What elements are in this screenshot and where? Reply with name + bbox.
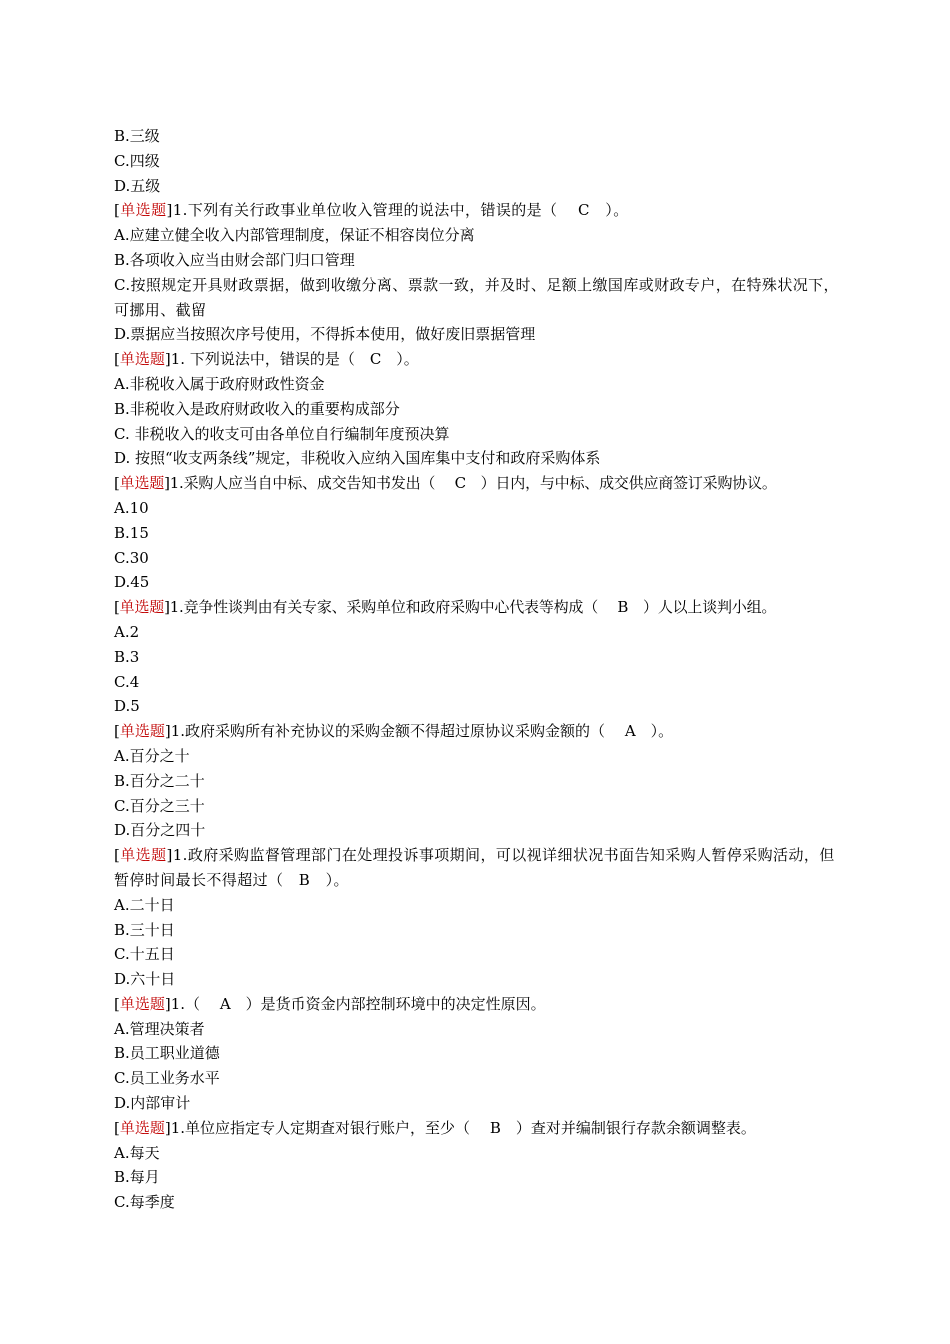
option-line: B.三级: [114, 127, 160, 145]
option-line: B.各项收入应当由财会部门归口管理: [114, 250, 355, 269]
option-line: D.45: [114, 573, 150, 592]
question-type-tag: 单选题: [119, 474, 165, 493]
question-line: [单选题]1.采购人应当自中标、成交告知书发出（ C ）日内，与中标、成交供应商签订采购协议。: [114, 474, 777, 493]
option-line: B.员工职业道德: [114, 1044, 220, 1063]
option-line: A.2: [114, 622, 140, 641]
option-line: C. 非税收入的收支可由各单位自行编制年度预决算: [114, 424, 450, 443]
option-line: C.按照规定开具财政票据，做到收缴分离、票款一致，并及时、足额上缴国库或财政专户，在特殊状况下，可挪用、截留: [114, 275, 839, 319]
question-line: [单选题]1.政府采购所有补充协议的采购金额不得超过原协议采购金额的（ A ）。: [114, 722, 674, 741]
option-line: D.票据应当按照次序号使用，不得拆本使用，做好废旧票据管理: [114, 325, 536, 344]
question-type-tag: 单选题: [120, 846, 167, 865]
question-type-tag: 单选题: [119, 598, 165, 617]
option-line: A.每天: [114, 1143, 160, 1162]
question-text: 1.竞争性谈判由有关专家、采购单位和政府采购中心代表等构成（ B ）人以上谈判小组。: [169, 598, 777, 617]
option-line: A.管理决策者: [114, 1019, 205, 1038]
option-line: C.30: [114, 548, 149, 567]
option-line: C.四级: [114, 151, 160, 170]
question-text: 1.政府采购监督管理部门在处理投诉事项期间，可以视详细状况书面告知采购人暂停采购活动，但暂停时间最长不得超过（ B ）。: [114, 846, 835, 889]
option-line: A.非税收入属于政府财政性资金: [114, 374, 325, 393]
option-line: A.应建立健全收入内部管理制度，保证不相容岗位分离: [114, 226, 475, 245]
document-page: [114, 124, 854, 1215]
question-type-tag: 单选题: [119, 722, 165, 741]
option-line: A.10: [114, 498, 149, 517]
option-line: B.非税收入是政府财政收入的重要构成部分: [114, 399, 400, 418]
option-line: B.3: [114, 647, 140, 666]
option-line: C.十五日: [114, 945, 175, 964]
option-line: D.百分之四十: [114, 821, 206, 840]
question-line: [单选题]1.单位应指定专人定期查对银行账户，至少（ B ）查对并编制银行存款余额调整表。: [114, 1118, 756, 1137]
question-line: [单选题]1.下列有关行政事业单位收入管理的说法中，错误的是（ C ）。: [114, 201, 629, 220]
option-line: B.每月: [114, 1168, 160, 1187]
option-line: C.员工业务水平: [114, 1069, 220, 1088]
option-line: D.五级: [114, 176, 161, 195]
option-line: B.三十日: [114, 920, 175, 939]
option-line: D.六十日: [114, 970, 176, 989]
question-text: 1.（ A ）是货币资金内部控制环境中的决定性原因。: [170, 994, 546, 1013]
option-line: B.百分之二十: [114, 771, 205, 790]
question-line: [单选题]1. 下列说法中，错误的是（ C ）。: [114, 350, 419, 369]
question-type-tag: 单选题: [119, 350, 165, 369]
option-line: B.15: [114, 523, 149, 542]
option-line: D.内部审计: [114, 1094, 191, 1113]
option-line: C.百分之三十: [114, 796, 205, 815]
option-line: D.5: [114, 697, 140, 716]
question-text: 1.政府采购所有补充协议的采购金额不得超过原协议采购金额的（ A ）。: [170, 722, 674, 741]
option-line: A.百分之十: [114, 746, 190, 765]
question-text: 1.单位应指定专人定期查对银行账户，至少（ B ）查对并编制银行存款余额调整表。: [170, 1118, 756, 1137]
option-line: A.二十日: [114, 895, 175, 914]
option-line: C.4: [114, 672, 140, 691]
question-type-tag: 单选题: [119, 994, 165, 1013]
question-line: [单选题]1.（ A ）是货币资金内部控制环境中的决定性原因。: [114, 994, 546, 1013]
question-type-tag: 单选题: [119, 1118, 165, 1137]
option-line: D. 按照“收支两条线”规定，非税收入应纳入国库集中支付和政府采购体系: [114, 449, 601, 468]
question-text: 1.采购人应当自中标、成交告知书发出（ C ）日内，与中标、成交供应商签订采购协议。: [169, 474, 777, 493]
question-line: [单选题]1.竞争性谈判由有关专家、采购单位和政府采购中心代表等构成（ B ）人以上谈判小组。: [114, 598, 777, 617]
question-text: 1.下列有关行政事业单位收入管理的说法中，错误的是（ C ）。: [172, 201, 629, 220]
question-type-tag: 单选题: [120, 201, 167, 220]
question-line: [单选题]1.政府采购监督管理部门在处理投诉事项期间，可以视详细状况书面告知采购人暂停采购活动，但暂停时间最长不得超过（ B ）。: [114, 846, 835, 889]
question-text: 1. 下列说法中，错误的是（ C ）。: [170, 350, 419, 369]
option-line: C.每季度: [114, 1193, 175, 1212]
